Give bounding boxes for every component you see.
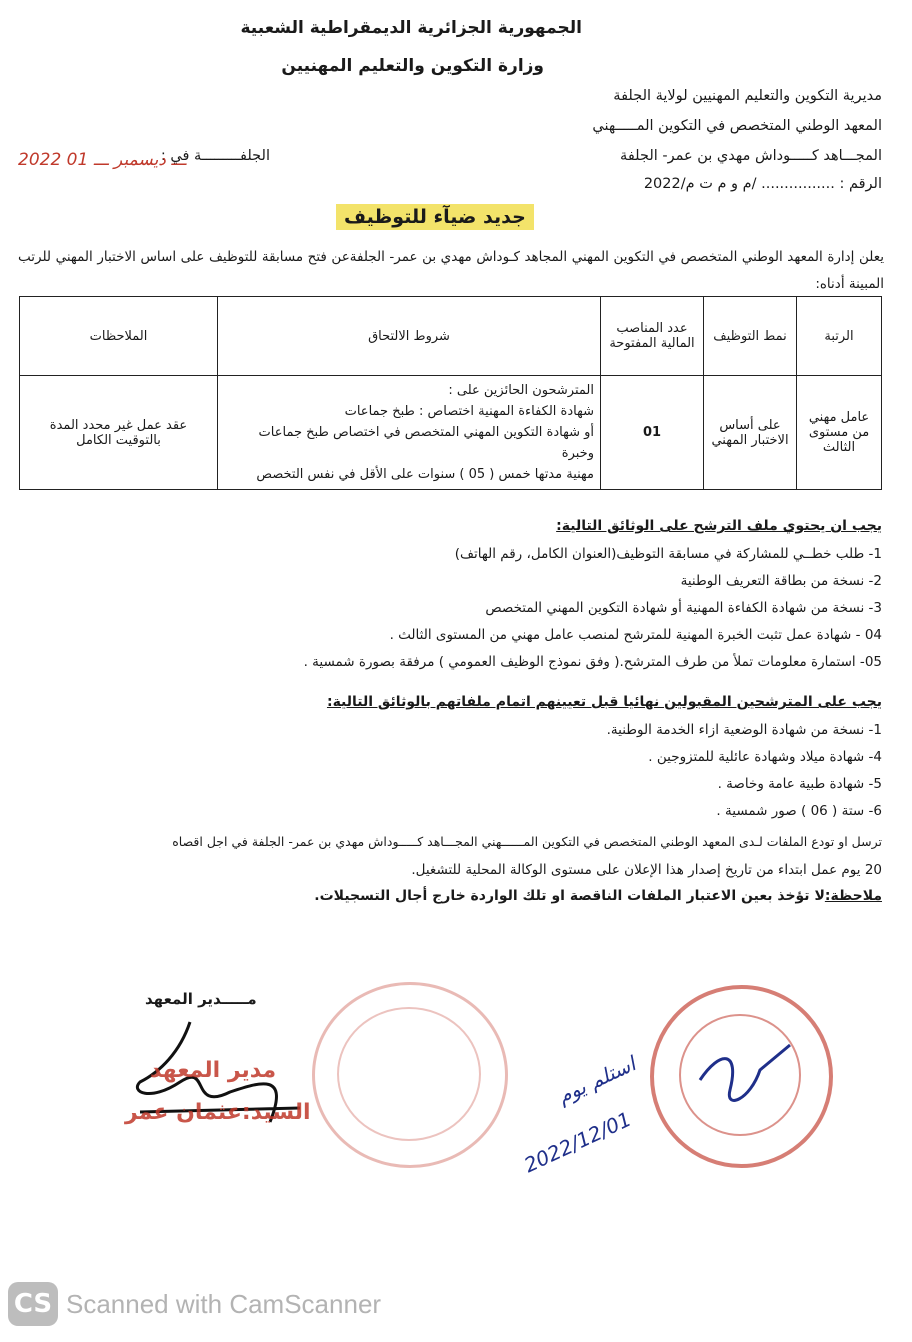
list-item: 4- شهادة ميلاد وشهادة عائلية للمتزوجين . [648, 749, 882, 765]
ministry-title: وزارة التكوين والتعليم المهنيين [281, 56, 544, 76]
remark-text: لا تؤخذ بعين الاعتبار الملفات الناقصة او تلك الواردة خارج أجال التسجيلات. [314, 888, 825, 904]
received-date: 2022/12/01 [520, 1106, 635, 1178]
institute-line: المعهد الوطني المتخصص في التكوين المـــــهني [592, 118, 882, 134]
camscanner-text: Scanned with CamScanner [66, 1288, 382, 1319]
handwritten-date: 2022 ـــ ديسمبر ـــ 01 [18, 150, 187, 170]
institute-name-line: المجـــاهد كـــــوداش مهدي بن عمر- الجلفة [620, 148, 882, 164]
section2-title: يجب على المترشحين المقبولين نهائيا قبل تعيينهم اتمام ملفاتهم بالوثائق التالية: [326, 694, 882, 710]
condition-line: أو شهادة التكوين المهني المتخصص في اختصاص طبخ جماعات وخبرة [258, 425, 594, 461]
stamp-director-name: السيد:عثمان عمر [125, 1100, 311, 1125]
list-item: 3- نسخة من شهادة الكفاءة المهنية أو شهادة التكوين المهني المتخصص [485, 600, 882, 616]
director-title: مـــــدير المعهد [145, 990, 257, 1008]
received-note: استلم يوم [553, 1051, 640, 1109]
camscanner-logo-letters: CS [13, 1289, 53, 1319]
list-item: 6- ستة ( 06 ) صور شمسية . [716, 803, 882, 819]
list-item: 1- نسخة من شهادة الوضعية ازاء الخدمة الوطنية. [606, 722, 882, 738]
list-item: 2- نسخة من بطاقة التعريف الوطنية [680, 573, 882, 589]
deposit-line-2: 20 يوم عمل ابتداء من تاريخ إصدار هذا الإعلان على مستوى الوكالة المحلية للتشغيل. [411, 862, 882, 878]
remark-label: ملاحظة: [824, 888, 882, 904]
stamp-director-title: مدير المعهد [150, 1058, 277, 1083]
institute-stamp [312, 982, 508, 1168]
cell-notes: عقد عمل غير محدد المدة بالتوقيت الكامل [20, 376, 218, 490]
section1-title: يجب ان يحتوي ملف الترشح على الوثائق التالية: [556, 518, 882, 534]
list-item: 04 - شهادة عمل تثبت الخبرة المهنية للمترشح لمنصب عامل مهني من المستوى الثالث . [389, 627, 882, 643]
cell-rank: عامل مهني من مستوى الثالث [797, 376, 882, 490]
intro-paragraph: يعلن إدارة المعهد الوطني المتخصص في التكوين المهني المجاهد كـوداش مهدي بن عمر- الجلفةعن فتح مسابقة للتوظيف على اساس الاختبار المهني للرتب المبينة أدناه: [18, 249, 884, 292]
col-rank: الرتبة [797, 297, 882, 376]
col-count: عدد المناصب المالية المفتوحة [601, 297, 704, 376]
camscanner-watermark [8, 1282, 381, 1326]
directorate-line: مديرية التكوين والتعليم المهنيين لولاية الجلفة [613, 88, 882, 104]
cell-conditions [218, 376, 601, 490]
condition-line: شهادة الكفاءة المهنية اختصاص : طبخ جماعات [344, 404, 594, 419]
headline-banner: جديد ضيآء للتوظيف [336, 204, 534, 230]
reference-number: الرقم : ................ /م و م ت م/2022 [643, 176, 882, 192]
col-notes: الملاحظات [20, 297, 218, 376]
agency-signature-scribble [690, 1040, 800, 1120]
table-header-row [20, 297, 882, 376]
cell-mode: على أساس الاختبار المهني [704, 376, 797, 490]
table-row [20, 376, 882, 490]
republic-title: الجمهورية الجزائرية الديمقراطية الشعبية [240, 18, 582, 38]
deposit-line-1: ترسل او تودع الملفات لـدى المعهد الوطني المتخصص في التكوين المــــــهني المجـــاهد كـــــوداش مهدي بن عمر- الجلفة في اجل اقصاه [172, 834, 882, 849]
camscanner-logo-icon [8, 1282, 58, 1326]
institute-stamp-inner-ring [337, 1007, 481, 1141]
col-conditions: شروط الالتحاق [218, 297, 601, 376]
condition-line: المترشحون الحائزين على : [448, 383, 594, 398]
list-item: 05- استمارة معلومات تملأ من طرف المترشح.( وفق نموذج الوظيف العمومي ) مرفقة بصورة شمسية . [303, 654, 882, 670]
col-mode: نمط التوظيف [704, 297, 797, 376]
condition-line: مهنية مدتها خمس ( 05 ) سنوات على الأقل في نفس التخصص [256, 467, 594, 482]
positions-table [19, 296, 882, 490]
remark [314, 888, 882, 904]
list-item: 5- شهادة طبية عامة وخاصة . [717, 776, 882, 792]
place-date-label: الجلفـــــــــة في : [160, 148, 270, 164]
cell-count: 01 [601, 376, 704, 490]
list-item: 1- طلب خطــي للمشاركة في مسابقة التوظيف(العنوان الكامل، رقم الهاتف) [454, 546, 882, 562]
